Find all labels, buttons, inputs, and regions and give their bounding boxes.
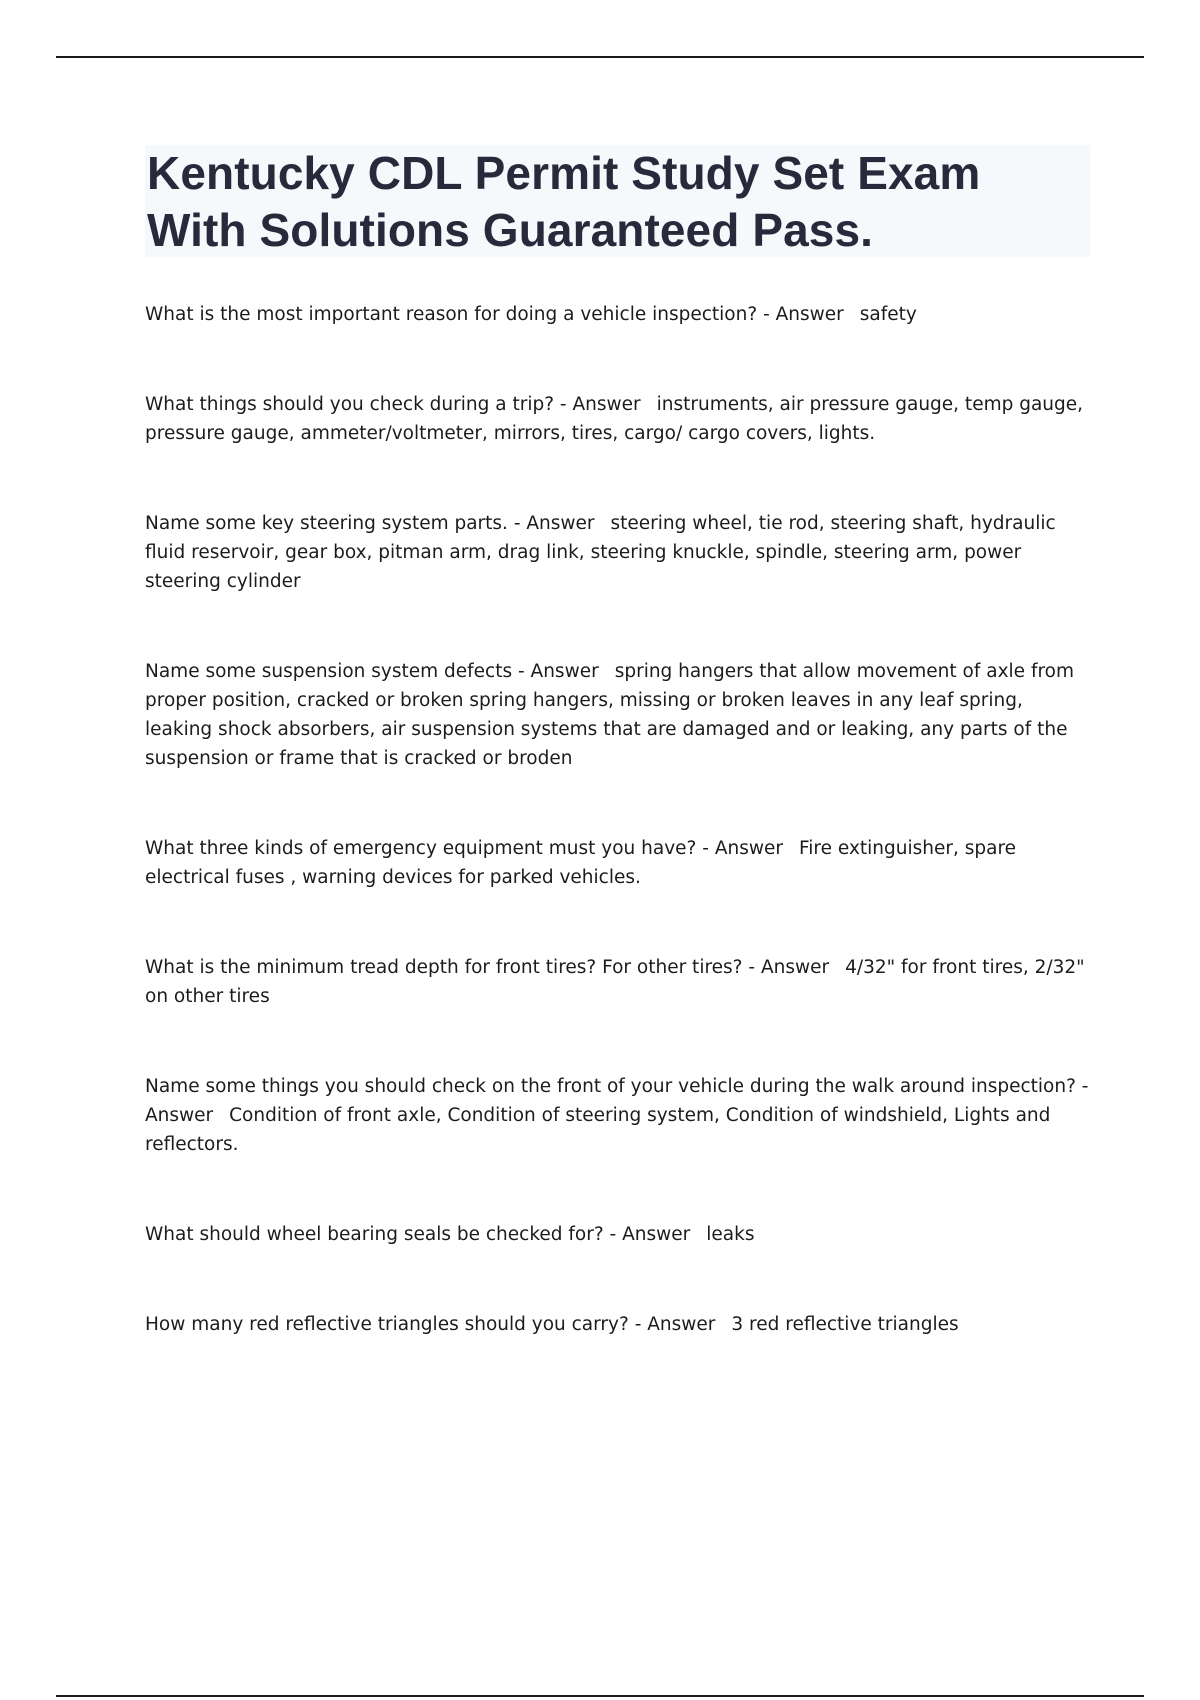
answer-marker: - Answer <box>513 513 595 534</box>
answer-marker: - Answer <box>748 957 830 978</box>
qa-item <box>145 509 1090 596</box>
question-text: Name some key steering system parts. <box>145 513 508 534</box>
document-title: Kentucky CDL Permit Study Set Exam With Solutions Guaranteed Pass. <box>147 147 981 256</box>
answer-marker: - Answer <box>609 1224 691 1245</box>
question-text: What is the most important reason for doing a vehicle inspection? <box>145 304 758 325</box>
top-divider <box>56 56 1144 58</box>
question-text: What should wheel bearing seals be checked for? <box>145 1224 604 1245</box>
answer-text: Condition of front axle, Condition of steering system, Condition of windshield, Lights and reflectors. <box>145 1105 1051 1155</box>
question-text: How many red reflective triangles should you carry? <box>145 1314 629 1335</box>
qa-item <box>145 1310 1090 1339</box>
title-block <box>145 145 1090 257</box>
qa-item <box>145 657 1090 773</box>
answer-text: leaks <box>706 1224 755 1245</box>
answer-text: 4/32" for front tires, 2/32" on other tires <box>145 957 1085 1007</box>
answer-marker: - Answer <box>518 661 599 682</box>
question-text: What three kinds of emergency equipment must you have? <box>145 838 697 859</box>
answer-marker: - Answer <box>763 304 844 325</box>
qa-item <box>145 953 1090 1011</box>
question-text: What things should you check during a trip? <box>145 394 555 415</box>
qa-item <box>145 390 1090 448</box>
answer-text: steering wheel, tie rod, steering shaft, hydraulic fluid reservoir, gear box, pitman arm, drag link, steering knuckle, spindle, steering arm, power steering cylinder <box>145 513 1056 592</box>
qa-item <box>145 1072 1090 1159</box>
answer-marker: - Answer <box>634 1314 716 1335</box>
qa-item <box>145 300 1090 329</box>
answer-marker: - Answer <box>145 1076 1089 1126</box>
qa-item <box>145 1220 1090 1249</box>
answer-text: safety <box>859 304 917 325</box>
answer-text: 3 red reflective triangles <box>731 1314 959 1335</box>
question-text: Name some things you should check on the front of your vehicle during the walk around inspection? <box>145 1076 1076 1097</box>
answer-marker: - Answer <box>702 838 783 859</box>
answer-marker: - Answer <box>559 394 641 415</box>
question-text: What is the minimum tread depth for front tires? For other tires? <box>145 957 743 978</box>
qa-list <box>145 300 1090 1339</box>
answer-text: instruments, air pressure gauge, temp gauge, pressure gauge, ammeter/voltmeter, mirrors, tires, cargo/ cargo covers, lights. <box>145 394 1084 444</box>
bottom-divider <box>56 1695 1144 1697</box>
answer-text: Fire extinguisher, spare electrical fuses , warning devices for parked vehicles. <box>145 838 1017 888</box>
question-text: Name some suspension system defects <box>145 661 513 682</box>
qa-item <box>145 834 1090 892</box>
answer-text: spring hangers that allow movement of axle from proper position, cracked or broken spring hangers, missing or broken leaves in any leaf spring, leaking shock absorbers, air suspension systems that are damaged and or leaking, any parts of the suspension or frame that is cracked or broden <box>145 661 1074 769</box>
